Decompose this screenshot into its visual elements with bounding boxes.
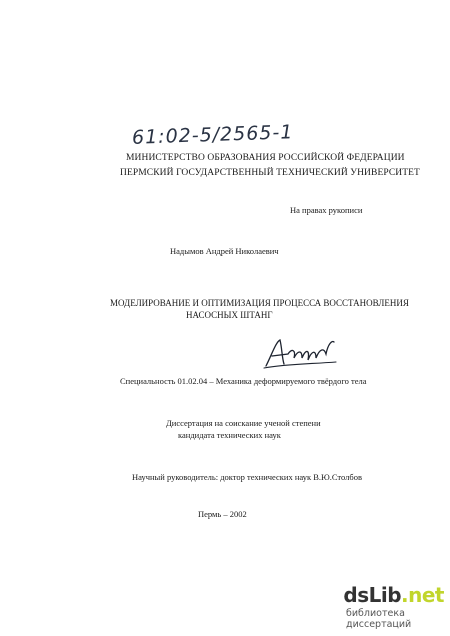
watermark-subtitle: библиотека диссертаций: [346, 608, 412, 630]
scientific-advisor: Научный руководитель: доктор технических наук В.Ю.Столбов: [132, 472, 363, 482]
logo-main: dsLib: [343, 583, 402, 607]
city-year: Пермь – 2002: [198, 509, 247, 519]
author-signature: [262, 334, 338, 374]
ministry-header: МИНИСТЕРСТВО ОБРАЗОВАНИЯ РОССИЙСКОЙ ФЕДЕРАЦИИ: [126, 153, 405, 163]
thesis-title-line-1: МОДЕЛИРОВАНИЕ И ОПТИМИЗАЦИЯ ПРОЦЕССА ВОССТАНОВЛЕНИЯ: [110, 298, 409, 308]
thesis-title-line-2: НАСОСНЫХ ШТАНГ: [186, 310, 273, 320]
dslib-logo: [343, 583, 444, 607]
logo-suffix: .net: [401, 583, 444, 607]
handwritten-catalog-number: 61:02-5/2565-1: [131, 121, 294, 149]
dissertation-degree-line-1: Диссертация на соискание ученой степени: [166, 418, 321, 428]
author-name: Надымов Андрей Николаевич: [170, 246, 279, 256]
rights-note: На правах рукописи: [290, 205, 363, 215]
dissertation-degree-line-2: кандидата технических наук: [178, 430, 281, 440]
specialty-line: Специальность 01.02.04 – Механика деформируемого твёрдого тела: [120, 376, 367, 386]
dslib-watermark: [343, 583, 450, 630]
university-header: ПЕРМСКИЙ ГОСУДАРСТВЕННЫЙ ТЕХНИЧЕСКИЙ УНИВЕРСИТЕТ: [120, 168, 420, 178]
